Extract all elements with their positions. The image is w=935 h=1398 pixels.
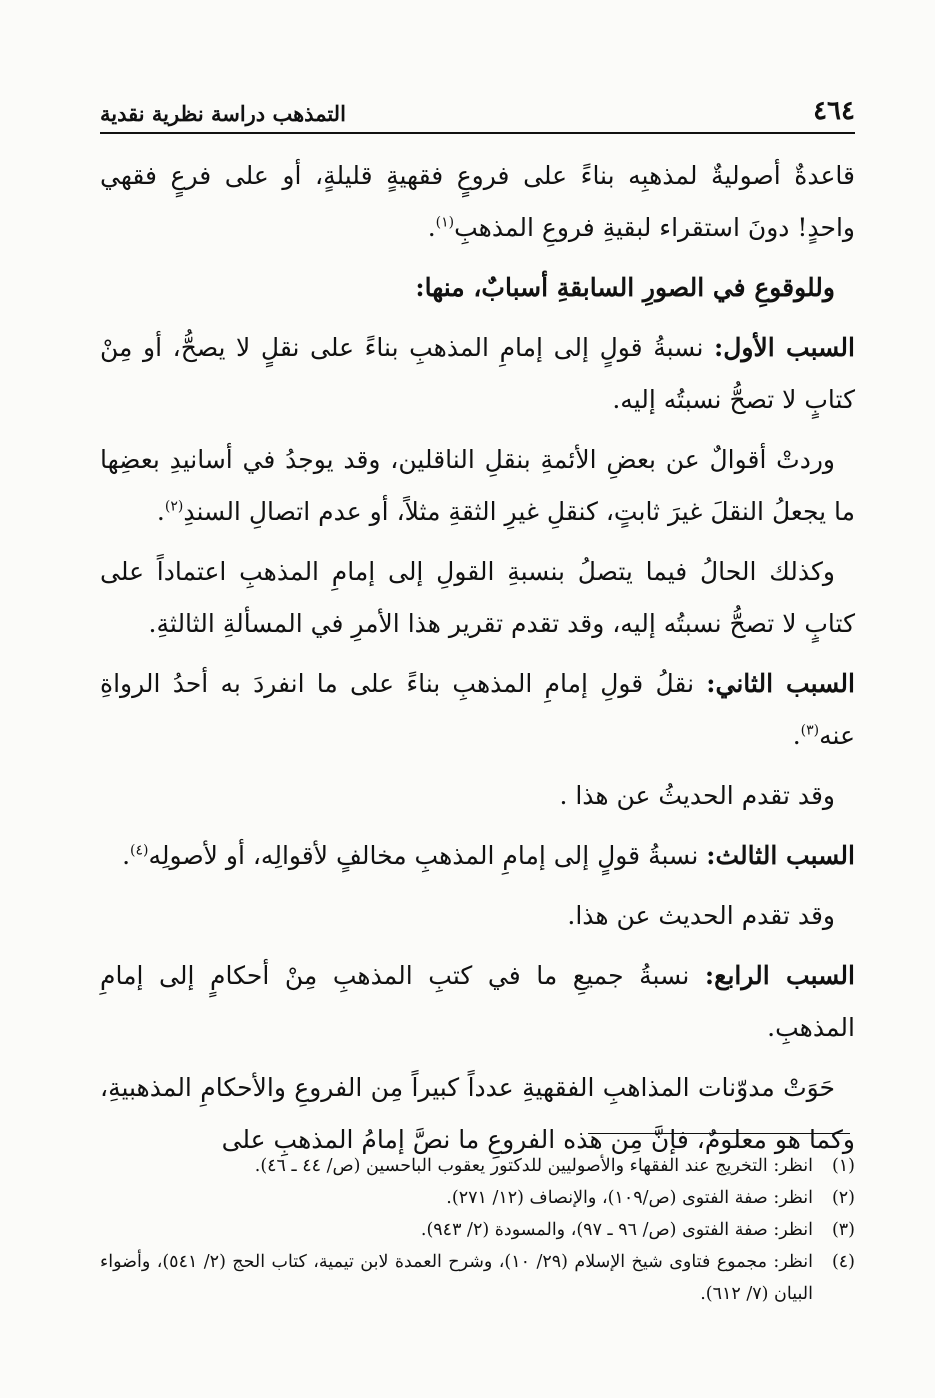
footnote-text: انظر: مجموع فتاوى شيخ الإسلام (٢٩/ ١٠)، وشرح العمدة لابن تيمية، كتاب الحج (٢/ ٥٤١)، وأضواء البيان (٧/ ٦١٢).: [100, 1252, 814, 1304]
main-text: [100, 150, 855, 1174]
footnote-number: (٣): [831, 1220, 855, 1240]
paragraph-7: وقد تقدم الحديثُ عن هذا .: [559, 781, 835, 810]
paragraph-5: وكذلك الحالُ فيما يتصلُ بنسبةِ القولِ إلى إمامِ المذهبِ اعتماداً على كتابٍ لا تصحُّ نسبتُه إليه، وقد تقدم تقرير هذا الأمرِ في المسألةِ الثالثةِ.: [100, 557, 855, 638]
footnote-2: [100, 1182, 855, 1214]
footnote-separator: [588, 1133, 850, 1134]
page-number: ٤٦٤: [813, 96, 855, 126]
reason-3: السبب الثالث: نسبةُ قولٍ إلى إمامِ المذهبِ مخالفٍ لأقوالِه، أو لأصولِه$^{(٤)}$.: [122, 841, 855, 870]
section-intro: وللوقوعِ في الصورِ السابقةِ أسبابٌ، منها:: [415, 273, 835, 302]
reason-2-label: السبب الثاني:: [706, 669, 855, 698]
footnotes: [100, 1150, 855, 1310]
footnote-number: (١): [831, 1156, 855, 1176]
running-title: التمذهب دراسة نظرية نقدية: [100, 101, 346, 126]
footnote-text: انظر: صفة الفتوى (ص/ ٩٦ ـ ٩٧)، والمسودة (٢/ ٩٤٣).: [420, 1220, 813, 1240]
reason-4-label: السبب الرابع:: [704, 961, 855, 990]
footnote-ref-1: (١): [435, 214, 455, 231]
paragraph-4: وردتْ أقوالٌ عن بعضِ الأئمةِ بنقلِ الناقلين، وقد يوجدُ في أسانيدِ بعضِها ما يجعلُ النقلَ غيرَ ثابتٍ، كنقلِ غيرِ الثقةِ مثلاً، أو عدم اتصالِ السندِ$^{(٢)}$.: [100, 445, 855, 526]
paragraph-9: وقد تقدم الحديث عن هذا.: [567, 901, 835, 930]
footnote-text: انظر: التخريج عند الفقهاء والأصوليين للدكتور يعقوب الباحسين (ص/ ٤٤ ـ ٤٦).: [254, 1156, 813, 1176]
footnote-ref-4: (٤): [130, 842, 149, 859]
paragraph-11: حَوَتْ مدوّنات المذاهبِ الفقهيةِ عدداً كبيراً مِن الفروعِ والأحكامِ المذهبيةِ، وكما هو معلومٌ، فإنَّ مِن هذه الفروعِ ما نصَّ إمامُ المذهبِ على: [100, 1073, 855, 1154]
footnote-text: انظر: صفة الفتوى (ص/١٠٩)، والإنصاف (١٢/ ٢٧١).: [446, 1188, 813, 1208]
reason-3-label: السبب الثالث:: [706, 841, 855, 870]
reason-4: السبب الرابع: نسبةُ جميعِ ما في كتبِ المذهبِ مِنْ أحكامٍ إلى إمامِ المذهبِ.: [100, 961, 855, 1042]
reason-1: السبب الأول: نسبةُ قولٍ إلى إمامِ المذهبِ بناءً على نقلٍ لا يصحُّ، أو مِنْ كتابٍ لا تصحُّ نسبتُه إليه.: [100, 333, 855, 414]
footnote-1: [100, 1150, 855, 1182]
footnote-number: (٤): [831, 1252, 855, 1272]
footnote-3: [100, 1214, 855, 1246]
footnote-ref-3: (٣): [800, 722, 820, 739]
reason-1-label: السبب الأول:: [714, 333, 855, 362]
footnote-4: [100, 1246, 855, 1310]
page-header: [100, 88, 855, 134]
reason-2: السبب الثاني: نقلُ قولِ إمامِ المذهبِ بناءً على ما انفردَ به أحدُ الرواةِ عنه$^{(٣)}$.: [100, 669, 855, 750]
footnote-number: (٢): [831, 1188, 855, 1208]
footnote-ref-2: (٢): [164, 498, 184, 515]
paragraph-1: قاعدةٌ أصوليةٌ لمذهبِه بناءً على فروعٍ فقهيةٍ قليلةٍ، أو على فرعٍ فقهي واحدٍ! دونَ استقراء لبقيةِ فروعِ المذهبِ$^{(١)}$.: [100, 161, 855, 242]
